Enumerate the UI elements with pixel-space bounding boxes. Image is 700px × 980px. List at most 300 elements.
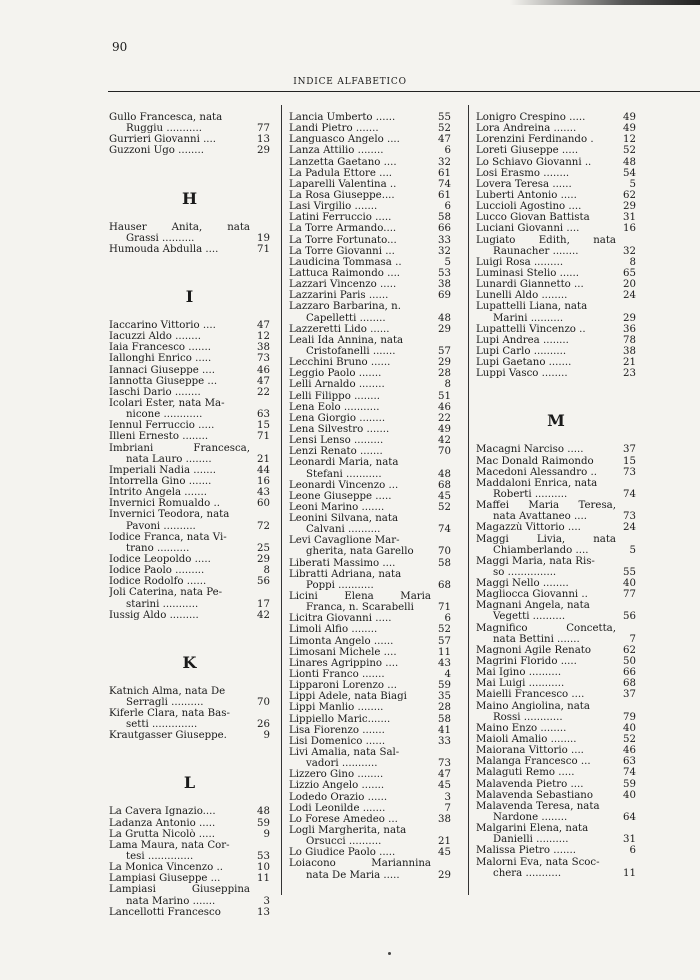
entry-page-number: 58 <box>438 713 451 725</box>
entry-page-number: 15 <box>623 455 636 467</box>
entry-page-number: 40 <box>623 578 636 590</box>
index-entry <box>109 112 270 123</box>
entry-page-number: 73 <box>623 511 636 523</box>
index-entry <box>289 803 451 814</box>
entry-page-number: 73 <box>257 353 270 365</box>
entry-name: Lupi Andrea ........ <box>476 334 569 346</box>
entry-page-number: 74 <box>623 767 636 779</box>
entry-name: Livi Amalia, nata Sal- <box>289 747 400 759</box>
entry-page-number: 43 <box>438 657 451 669</box>
entry-name: Languasco Angelo .... <box>289 134 400 146</box>
index-column-3 <box>476 112 636 879</box>
entry-name: Ladanza Antonio ..... <box>109 817 216 829</box>
entry-page-number: 49 <box>438 423 451 435</box>
entry-page-number: 6 <box>444 145 451 157</box>
entry-name: Lazzari Vincenzo ..... <box>289 279 397 291</box>
index-entry <box>289 624 451 635</box>
entry-page-number: 79 <box>623 711 636 723</box>
entry-name: Limoli Alfio ........ <box>289 624 378 636</box>
entry-name: Laudicina Tommasa .. <box>289 256 402 268</box>
index-entry <box>109 476 270 487</box>
index-entry <box>476 346 636 357</box>
index-entry <box>289 324 451 335</box>
entry-name: Malissa Pietro ....... <box>476 845 576 857</box>
entry-name: Lippi Manlio ........ <box>289 702 384 714</box>
entry-page-number: 13 <box>257 906 270 918</box>
entry-name: Poppi ........... <box>306 579 374 591</box>
index-entry <box>476 857 636 868</box>
entry-page-number: 28 <box>438 368 451 380</box>
entry-name: Laparelli Valentina .. <box>289 178 397 190</box>
entry-name: Lampiasi Giuseppe ... <box>109 873 221 885</box>
entry-page-number: 45 <box>438 780 451 792</box>
entry-page-number: 52 <box>623 145 636 157</box>
entry-page-number: 13 <box>257 134 270 146</box>
index-entry <box>289 268 451 279</box>
index-entry <box>109 806 270 817</box>
entry-name: Malavenda Teresa, nata <box>476 800 600 812</box>
section-gap <box>109 208 270 222</box>
entry-name: Iodice Rodolfo ...... <box>109 576 207 588</box>
entry-name: Lunardi Giannetto ... <box>476 279 584 291</box>
index-entry <box>289 435 451 446</box>
entry-page-number: 47 <box>438 134 451 146</box>
index-entry <box>289 602 451 613</box>
entry-name: Lanzetta Gaetano .... <box>289 156 397 168</box>
index-entry <box>289 702 451 713</box>
entry-name: Malanga Francesco ... <box>476 756 591 768</box>
entry-name: Magnani Angela, nata <box>476 600 590 612</box>
entry-name: La Torre Fortunato... <box>289 234 397 246</box>
index-entry <box>476 623 636 634</box>
index-entry <box>289 123 451 134</box>
entry-name: Lizzio Angelo ....... <box>289 780 385 792</box>
index-entry <box>289 290 451 301</box>
entry-page-number: 45 <box>438 490 451 502</box>
entry-page-number: 11 <box>623 867 636 879</box>
entry-page-number: 52 <box>438 123 451 135</box>
entry-page-number: 71 <box>257 431 270 443</box>
entry-page-number: 71 <box>257 243 270 255</box>
entry-name: Landi Pietro ....... <box>289 123 379 135</box>
entry-page-number: 29 <box>257 553 270 565</box>
entry-name: Malaguti Remo ..... <box>476 767 575 779</box>
entry-name: Maffei Maria Teresa, <box>476 500 616 512</box>
index-entry <box>289 758 451 769</box>
entry-name: Icolari Ester, nata Ma- <box>109 397 225 409</box>
entry-page-number: 5 <box>629 544 636 556</box>
index-entry <box>476 268 636 279</box>
index-entry <box>109 697 270 708</box>
entry-name: Magnoni Agile Renato <box>476 644 592 656</box>
entry-page-number: 26 <box>257 719 270 731</box>
entry-page-number: 55 <box>623 566 636 578</box>
index-entry <box>289 368 451 379</box>
entry-page-number: 9 <box>263 828 270 840</box>
entry-name: Lelli Arnaldo ........ <box>289 379 385 391</box>
entry-name: Kiferle Clara, nata Bas- <box>109 708 230 720</box>
index-entry <box>476 145 636 156</box>
index-entry <box>109 443 270 454</box>
entry-page-number: 38 <box>257 342 270 354</box>
index-entry <box>109 565 270 576</box>
entry-name: Maggi Nello ........ <box>476 578 569 590</box>
entry-name: Mai Luigi ........... <box>476 678 565 690</box>
entry-name: nata Lauro ........ <box>126 453 212 465</box>
entry-name: Mac Donald Raimondo <box>476 455 594 467</box>
index-entry <box>476 357 636 368</box>
entry-name: Lugiato Edith, nata <box>476 234 616 246</box>
index-entry <box>289 580 451 591</box>
index-entry <box>109 521 270 532</box>
index-entry <box>476 600 636 611</box>
index-entry <box>289 636 451 647</box>
index-entry <box>109 873 270 884</box>
entry-page-number: 35 <box>438 691 451 703</box>
index-entry <box>109 376 270 387</box>
index-entry <box>109 576 270 587</box>
entry-name: Leonardi Maria, nata <box>289 457 399 469</box>
index-entry <box>289 469 451 480</box>
index-entry <box>109 353 270 364</box>
column-divider <box>281 105 282 895</box>
entry-name: Humouda Abdulla .... <box>109 243 219 255</box>
index-entry <box>289 480 451 491</box>
index-entry <box>476 500 636 511</box>
entry-page-number: 68 <box>438 479 451 491</box>
entry-name: Franca, n. Scarabelli <box>306 602 414 614</box>
entry-name: Liberati Massimo .... <box>289 557 396 569</box>
entry-name: Luigi Rosa ......... <box>476 256 564 268</box>
entry-name: Lodedo Orazio ...... <box>289 791 388 803</box>
entry-page-number: 46 <box>438 401 451 413</box>
entry-name: Licitra Giovanni ..... <box>289 613 392 625</box>
index-entry <box>289 346 451 357</box>
entry-name: Lancellotti Francesco <box>109 906 221 918</box>
entry-name: Illeni Ernesto ........ <box>109 431 209 443</box>
index-entry <box>109 409 270 420</box>
index-entry <box>476 335 636 346</box>
entry-name: Invernici Teodora, nata <box>109 509 230 521</box>
entry-page-number: 77 <box>257 123 270 135</box>
index-entry <box>289 714 451 725</box>
entry-page-number: 57 <box>438 635 451 647</box>
entry-page-number: 29 <box>257 145 270 157</box>
entry-page-number: 22 <box>257 386 270 398</box>
entry-page-number: 54 <box>623 167 636 179</box>
entry-page-number: 21 <box>257 453 270 465</box>
entry-name: Macagni Narciso ..... <box>476 444 584 456</box>
entry-page-number: 42 <box>257 609 270 621</box>
entry-page-number: 56 <box>623 611 636 623</box>
index-entry <box>109 244 270 255</box>
entry-name: Iacuzzi Aldo ........ <box>109 331 202 343</box>
entry-name: Cristofanelli ....... <box>306 345 396 357</box>
index-entry <box>109 387 270 398</box>
entry-page-number: 59 <box>438 680 451 692</box>
index-entry <box>109 431 270 442</box>
index-entry <box>476 511 636 522</box>
entry-name: Luccioli Agostino .... <box>476 201 582 213</box>
index-entry <box>476 801 636 812</box>
entry-name: Iaschi Dario ........ <box>109 386 201 398</box>
entry-name: Lupattelli Vincenzo .. <box>476 323 586 335</box>
entry-name: Lora Andreina ....... <box>476 123 577 135</box>
entry-page-number: 29 <box>438 357 451 369</box>
index-entry <box>109 818 270 829</box>
index-column-2 <box>289 112 451 881</box>
entry-page-number: 38 <box>438 813 451 825</box>
entry-name: Maggi Livia, nata <box>476 533 616 545</box>
entry-name: Lippiello Maric....... <box>289 713 391 725</box>
entry-page-number: 65 <box>623 267 636 279</box>
entry-name: Invernici Romualdo .. <box>109 498 220 510</box>
entry-page-number: 74 <box>438 524 451 536</box>
section-gap <box>109 306 270 320</box>
entry-page-number: 10 <box>257 862 270 874</box>
entry-name: Logli Margherita, nata <box>289 825 407 836</box>
entry-name: Danielli .......... <box>493 834 569 846</box>
entry-name: Lecchini Bruno ...... <box>289 357 391 369</box>
entry-page-number: 29 <box>438 323 451 335</box>
entry-name: Lanza Attilio ........ <box>289 145 384 157</box>
index-entry <box>476 123 636 134</box>
entry-page-number: 46 <box>257 364 270 376</box>
index-entry <box>289 235 451 246</box>
entry-name: Lodi Leonilde ....... <box>289 802 386 814</box>
entry-name: Leggio Paolo ....... <box>289 368 382 380</box>
entry-name: Maggi Maria, nata Ris- <box>476 555 595 567</box>
entry-page-number: 29 <box>623 312 636 324</box>
entry-name: Lupi Gaetano ....... <box>476 357 572 369</box>
entry-page-number: 68 <box>438 579 451 591</box>
entry-name: gherita, nata Garello <box>306 546 414 558</box>
section-letter: K <box>182 652 197 672</box>
index-entry <box>476 257 636 268</box>
entry-name: La Padula Ettore .... <box>289 167 393 179</box>
index-entry <box>109 829 270 840</box>
entry-name: Loreti Giuseppe ..... <box>476 145 579 157</box>
index-entry <box>476 534 636 545</box>
entry-name: La Cavera Ignazio.... <box>109 806 216 818</box>
entry-page-number: 23 <box>623 368 636 380</box>
section-gap <box>109 741 270 773</box>
entry-page-number: 55 <box>438 112 451 123</box>
entry-page-number: 48 <box>623 156 636 168</box>
column-divider <box>468 105 469 895</box>
section-gap <box>109 621 270 653</box>
entry-page-number: 74 <box>623 488 636 500</box>
entry-name: Lorenzini Ferdinando . <box>476 134 594 146</box>
index-entry <box>109 365 270 376</box>
entry-page-number: 29 <box>623 201 636 213</box>
entry-page-number: 38 <box>623 345 636 357</box>
entry-name: Lovera Teresa ...... <box>476 178 572 190</box>
entry-page-number: 66 <box>623 667 636 679</box>
index-entry <box>289 223 451 234</box>
entry-page-number: 31 <box>623 834 636 846</box>
entry-page-number: 77 <box>623 589 636 601</box>
entry-name: Iodice Franca, nata Vi- <box>109 531 227 543</box>
entry-name: Katnich Alma, nata De <box>109 685 226 697</box>
entry-name: Lucco Giovan Battista <box>476 212 590 224</box>
entry-page-number: 50 <box>623 656 636 668</box>
entry-page-number: 3 <box>444 791 451 803</box>
index-entry <box>476 823 636 834</box>
index-entry <box>476 678 636 689</box>
index-entry <box>476 235 636 246</box>
entry-name: Lenzi Renato ....... <box>289 446 383 458</box>
entry-name: Lazzeretti Lido ...... <box>289 323 390 335</box>
index-entry <box>109 719 270 730</box>
entry-name: Iannotta Giuseppe ... <box>109 375 218 387</box>
entry-page-number: 5 <box>444 256 451 268</box>
entry-name: Iaccarino Vittorio .... <box>109 319 216 331</box>
index-entry <box>109 907 270 918</box>
entry-name: trano .......... <box>126 542 190 554</box>
entry-page-number: 70 <box>438 446 451 458</box>
entry-page-number: 44 <box>257 464 270 476</box>
entry-page-number: 11 <box>438 646 451 658</box>
section-gap <box>109 157 270 189</box>
index-entry <box>476 645 636 656</box>
entry-page-number: 29 <box>438 869 451 881</box>
entry-page-number: 73 <box>438 758 451 770</box>
entry-name: La Torre Armando.... <box>289 223 397 235</box>
entry-page-number: 9 <box>263 730 270 742</box>
entry-name: Lensi Lenso ......... <box>289 435 384 447</box>
index-entry <box>289 402 451 413</box>
index-entry <box>289 246 451 257</box>
entry-name: Malorni Eva, nata Scoc- <box>476 856 600 868</box>
entry-page-number: 46 <box>623 745 636 757</box>
entry-name: Maiorana Vittorio .... <box>476 745 584 757</box>
entry-name: Lena Giorgio ........ <box>289 412 386 424</box>
entry-name: Magnifico Concetta, <box>476 622 616 634</box>
index-entry <box>476 489 636 500</box>
index-entry <box>476 812 636 823</box>
index-entry <box>476 301 636 312</box>
entry-name: Chiamberlando .... <box>493 544 589 556</box>
entry-name: Libratti Adriana, nata <box>289 568 402 580</box>
entry-name: Lena Eolo ........... <box>289 401 380 413</box>
index-entry <box>476 444 636 455</box>
entry-page-number: 11 <box>257 873 270 885</box>
entry-page-number: 40 <box>623 789 636 801</box>
entry-page-number: 25 <box>257 542 270 554</box>
entry-page-number: 12 <box>623 134 636 146</box>
index-entry <box>109 331 270 342</box>
entry-page-number: 72 <box>257 520 270 532</box>
index-entry <box>476 611 636 622</box>
entry-page-number: 7 <box>629 633 636 645</box>
index-entry <box>109 134 270 145</box>
entry-name: Malavenda Sebastiano <box>476 789 593 801</box>
index-entry <box>109 862 270 873</box>
entry-name: La Torre Giovanni ... <box>289 245 395 257</box>
entry-name: Lancia Umberto ...... <box>289 112 396 123</box>
entry-name: Imbriani Francesca, <box>109 442 250 454</box>
index-entry <box>289 691 451 702</box>
entry-page-number: 70 <box>257 696 270 708</box>
entry-page-number: 33 <box>438 234 451 246</box>
entry-page-number: 31 <box>623 212 636 224</box>
entry-page-number: 5 <box>629 178 636 190</box>
section-gap <box>476 430 636 444</box>
entry-name: Mai Igino .......... <box>476 667 562 679</box>
index-entry <box>109 342 270 353</box>
index-entry <box>476 567 636 578</box>
entry-name: Lizzero Gino ........ <box>289 769 384 781</box>
index-entry <box>109 487 270 498</box>
entry-name: Lonigro Crespino ..... <box>476 112 586 123</box>
entry-name: Lo Schiavo Giovanni .. <box>476 156 592 168</box>
entry-name: Lattuca Raimondo .... <box>289 267 401 279</box>
scan-edge-mark <box>510 0 700 5</box>
index-entry <box>476 689 636 700</box>
index-entry <box>109 840 270 851</box>
index-entry <box>476 467 636 478</box>
index-entry <box>109 498 270 509</box>
entry-name: Raunacher ........ <box>493 245 579 257</box>
entry-name: Lama Maura, nata Cor- <box>109 839 230 851</box>
entry-name: Luciani Giovanni .... <box>476 223 580 235</box>
entry-name: Iannaci Giuseppe .... <box>109 364 215 376</box>
entry-name: setti .............. <box>126 719 198 731</box>
entry-name: so ............... <box>493 566 557 578</box>
index-entry <box>476 712 636 723</box>
entry-page-number: 58 <box>438 557 451 569</box>
section-letter: M <box>547 411 565 431</box>
index-entry <box>289 313 451 324</box>
index-entry <box>476 201 636 212</box>
entry-page-number: 69 <box>438 290 451 302</box>
index-entry <box>289 112 451 123</box>
entry-page-number: 16 <box>623 223 636 235</box>
entry-name: Capelletti ........ <box>306 312 386 324</box>
index-entry <box>289 858 451 869</box>
entry-page-number: 49 <box>623 112 636 123</box>
entry-name: Luminasi Stelio ...... <box>476 267 580 279</box>
index-entry <box>476 723 636 734</box>
index-entry <box>476 545 636 556</box>
entry-name: vadori ........... <box>306 758 378 770</box>
index-entry <box>476 313 636 324</box>
entry-page-number: 37 <box>623 444 636 456</box>
entry-page-number: 28 <box>438 702 451 714</box>
index-entry <box>109 454 270 465</box>
index-entry <box>476 212 636 223</box>
entry-page-number: 51 <box>438 390 451 402</box>
entry-page-number: 36 <box>623 323 636 335</box>
entry-page-number: 52 <box>438 501 451 513</box>
entry-name: Intorrella Gino ....... <box>109 475 212 487</box>
index-entry <box>289 546 451 557</box>
entry-name: Guzzoni Ugo ........ <box>109 145 205 157</box>
index-entry <box>289 379 451 390</box>
index-entry <box>289 847 451 858</box>
entry-name: Leoni Marino ....... <box>289 501 385 513</box>
index-entry <box>476 456 636 467</box>
entry-name: Leonini Silvana, nata <box>289 513 399 525</box>
entry-name: Luberti Antonio ..... <box>476 189 577 201</box>
entry-name: Leonardi Vincenzo ... <box>289 479 399 491</box>
index-entry <box>109 532 270 543</box>
index-entry <box>476 157 636 168</box>
entry-page-number: 64 <box>623 812 636 824</box>
entry-page-number: 3 <box>263 895 270 907</box>
entry-name: Lionti Franco ....... <box>289 669 385 681</box>
